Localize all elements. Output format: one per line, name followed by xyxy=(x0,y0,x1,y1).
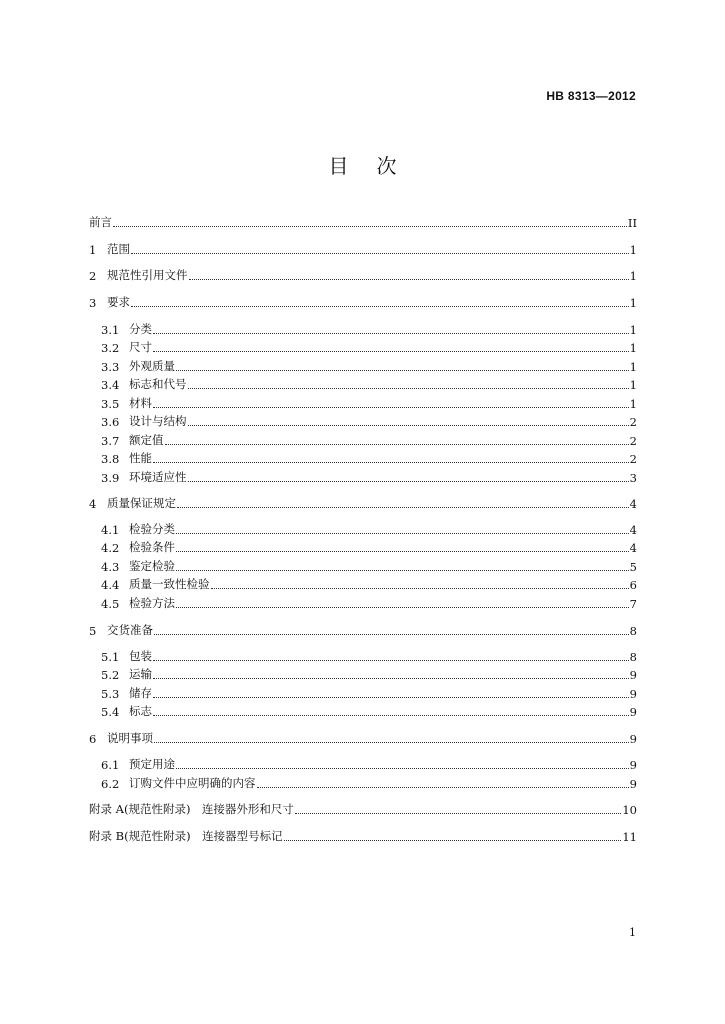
toc-entry-number: 3.1 xyxy=(101,323,120,337)
toc-entry[interactable] xyxy=(101,537,637,555)
toc-entry-number: 6.1 xyxy=(101,758,120,772)
toc-entry-number: 4.2 xyxy=(101,541,120,555)
dot-leader xyxy=(165,444,629,445)
toc-entry-label: 规范性引用文件 xyxy=(107,268,188,282)
toc-entry-page: 4 xyxy=(629,497,637,511)
toc-entry-number: 6 xyxy=(89,732,97,746)
toc-entry[interactable] xyxy=(101,754,637,772)
dot-leader xyxy=(153,407,629,408)
toc-entry-page: 11 xyxy=(622,830,637,844)
toc-entry-page: 2 xyxy=(629,452,637,466)
dot-leader xyxy=(153,333,629,334)
toc-entry-number: 3.3 xyxy=(101,360,120,374)
dot-leader xyxy=(284,840,622,841)
toc-entry[interactable] xyxy=(89,620,637,638)
toc-entry[interactable] xyxy=(101,337,637,355)
toc-entry[interactable] xyxy=(101,467,637,485)
toc-entry-label: 鉴定检验 xyxy=(129,559,175,573)
toc-entry-number: 4.1 xyxy=(101,523,120,537)
toc-entry-label: 附录 A(规范性附录) 连接器外形和尺寸 xyxy=(89,802,294,816)
dot-leader xyxy=(176,768,629,769)
toc-entry-label: 检验分类 xyxy=(129,522,175,536)
dot-leader xyxy=(131,253,629,254)
dot-leader xyxy=(188,388,629,389)
toc-entry-label: 尺寸 xyxy=(129,340,152,354)
dot-leader xyxy=(131,306,629,307)
toc-entry-page: 1 xyxy=(629,341,637,355)
toc-entry[interactable] xyxy=(89,239,637,257)
dot-leader xyxy=(153,715,629,716)
toc-entry[interactable] xyxy=(101,411,637,429)
dot-leader xyxy=(295,813,621,814)
toc-entry[interactable] xyxy=(101,701,637,719)
toc-entry[interactable] xyxy=(101,646,637,664)
dot-leader xyxy=(211,588,629,589)
toc-entry-page: 6 xyxy=(629,578,637,592)
toc-entry[interactable] xyxy=(101,374,637,392)
toc-entry-label: 外观质量 xyxy=(129,359,175,373)
toc-entry-label: 材料 xyxy=(129,396,152,410)
toc-entry-page: 8 xyxy=(629,650,637,664)
toc-entry-number: 5.1 xyxy=(101,650,120,664)
toc-entry-number: 2 xyxy=(89,269,97,283)
toc-entry-number: 4.4 xyxy=(101,578,120,592)
toc-entry-page: 9 xyxy=(629,732,637,746)
toc-entry-label: 交货准备 xyxy=(107,623,153,637)
toc-entry[interactable] xyxy=(89,292,637,310)
toc-entry-number: 5.2 xyxy=(101,668,120,682)
dot-leader xyxy=(176,533,629,534)
toc-entry[interactable] xyxy=(89,728,637,746)
toc-entry-page: 1 xyxy=(629,296,637,310)
toc-entry-page: 10 xyxy=(622,803,637,817)
toc-entry-page: 9 xyxy=(629,687,637,701)
dot-leader xyxy=(176,607,629,608)
toc-entry[interactable] xyxy=(89,212,637,230)
toc-entry-label: 说明事项 xyxy=(107,731,153,745)
toc-entry[interactable] xyxy=(101,556,637,574)
dot-leader xyxy=(154,742,629,743)
dot-leader xyxy=(189,279,629,280)
toc-entry-page: 3 xyxy=(629,471,637,485)
toc-entry[interactable] xyxy=(101,593,637,611)
toc-entry-page: 4 xyxy=(629,523,637,537)
toc-entry-number: 3.4 xyxy=(101,378,120,392)
toc-entry[interactable] xyxy=(101,393,637,411)
dot-leader xyxy=(176,570,629,571)
toc-entry[interactable] xyxy=(101,519,637,537)
toc-entry-page: 8 xyxy=(629,624,637,638)
dot-leader xyxy=(257,787,629,788)
toc-entry-number: 5 xyxy=(89,624,97,638)
toc-entry[interactable] xyxy=(89,265,637,283)
toc-entry-label: 质量保证规定 xyxy=(107,496,176,510)
dot-leader xyxy=(154,634,629,635)
toc-entry-number: 4.3 xyxy=(101,560,120,574)
toc-entry-page: 1 xyxy=(629,269,637,283)
toc-entry-number: 6.2 xyxy=(101,777,120,791)
toc-entry-label: 包装 xyxy=(129,649,152,663)
toc-entry-number: 3.8 xyxy=(101,452,120,466)
dot-leader xyxy=(153,351,629,352)
toc-entry-label: 预定用途 xyxy=(129,757,175,771)
toc-entry-page: 5 xyxy=(629,560,637,574)
toc-entry-number: 3.7 xyxy=(101,434,120,448)
toc-entry-label: 储存 xyxy=(129,686,152,700)
toc-entry[interactable] xyxy=(101,683,637,701)
toc-entry-page: 7 xyxy=(629,597,637,611)
toc-entry-page: 9 xyxy=(629,777,637,791)
toc-entry-number: 1 xyxy=(89,243,97,257)
toc-entry[interactable] xyxy=(89,799,637,817)
toc-entry-number: 5.4 xyxy=(101,705,120,719)
toc-entry-number: 3.5 xyxy=(101,397,120,411)
toc-entry-number: 4 xyxy=(89,497,97,511)
toc-entry[interactable] xyxy=(101,773,637,791)
toc-entry[interactable] xyxy=(89,493,637,511)
toc-entry-page: 1 xyxy=(629,323,637,337)
toc-entry-label: 订购文件中应明确的内容 xyxy=(129,776,256,790)
dot-leader xyxy=(153,660,629,661)
dot-leader xyxy=(176,370,629,371)
toc-entry-page: 1 xyxy=(629,378,637,392)
dot-leader xyxy=(153,678,629,679)
toc-entry-label: 分类 xyxy=(129,322,152,336)
toc-entry-number: 3.9 xyxy=(101,471,120,485)
toc-entry-page: 1 xyxy=(629,243,637,257)
dot-leader xyxy=(177,507,629,508)
toc-entry-page: 1 xyxy=(629,360,637,374)
page-title: 目次 xyxy=(328,154,425,178)
toc-entry-label: 额定值 xyxy=(129,433,164,447)
toc-entry-page: 9 xyxy=(629,668,637,682)
toc-entry[interactable] xyxy=(101,430,637,448)
toc-entry-label: 设计与结构 xyxy=(129,414,187,428)
toc-entry-number: 3.6 xyxy=(101,415,120,429)
toc-entry-page: 2 xyxy=(629,415,637,429)
toc-entry-label: 检验条件 xyxy=(129,540,175,554)
dot-leader xyxy=(153,462,629,463)
toc-entry-label: 标志和代号 xyxy=(129,377,187,391)
toc-entry-label: 检验方法 xyxy=(129,596,175,610)
dot-leader xyxy=(188,425,629,426)
dot-leader xyxy=(176,551,629,552)
toc-entry-page: 9 xyxy=(629,758,637,772)
toc-entry-label: 标志 xyxy=(129,704,152,718)
toc-entry[interactable] xyxy=(101,664,637,682)
toc-entry-label: 附录 B(规范性附录) 连接器型号标记 xyxy=(89,829,283,843)
dot-leader xyxy=(188,481,629,482)
toc-entry-number: 3 xyxy=(89,296,97,310)
toc-entry-label: 前言 xyxy=(89,215,112,229)
dot-leader xyxy=(153,697,629,698)
toc-entry-label: 范围 xyxy=(107,242,130,256)
document-code: HB 8313—2012 xyxy=(546,89,636,103)
toc-entry-page: 2 xyxy=(629,434,637,448)
toc-entry-page: II xyxy=(627,216,637,230)
toc-entry-label: 要求 xyxy=(107,295,130,309)
toc-entry-page: 4 xyxy=(629,541,637,555)
toc-entry-number: 3.2 xyxy=(101,341,120,355)
toc-entry-label: 环境适应性 xyxy=(129,470,187,484)
toc-entry-label: 运输 xyxy=(129,667,152,681)
toc-entry[interactable] xyxy=(101,448,637,466)
toc-entry-number: 4.5 xyxy=(101,597,120,611)
toc-entry-page: 1 xyxy=(629,397,637,411)
toc-entry-number: 5.3 xyxy=(101,687,120,701)
toc-entry[interactable] xyxy=(89,826,637,844)
page-number: 1 xyxy=(629,926,636,939)
toc-entry[interactable] xyxy=(101,356,637,374)
toc-entry-page: 9 xyxy=(629,705,637,719)
toc-entry[interactable] xyxy=(101,319,637,337)
toc-entry[interactable] xyxy=(101,574,637,592)
toc-entry-label: 质量一致性检验 xyxy=(129,577,210,591)
dot-leader xyxy=(113,226,627,227)
toc-entry-label: 性能 xyxy=(129,451,152,465)
